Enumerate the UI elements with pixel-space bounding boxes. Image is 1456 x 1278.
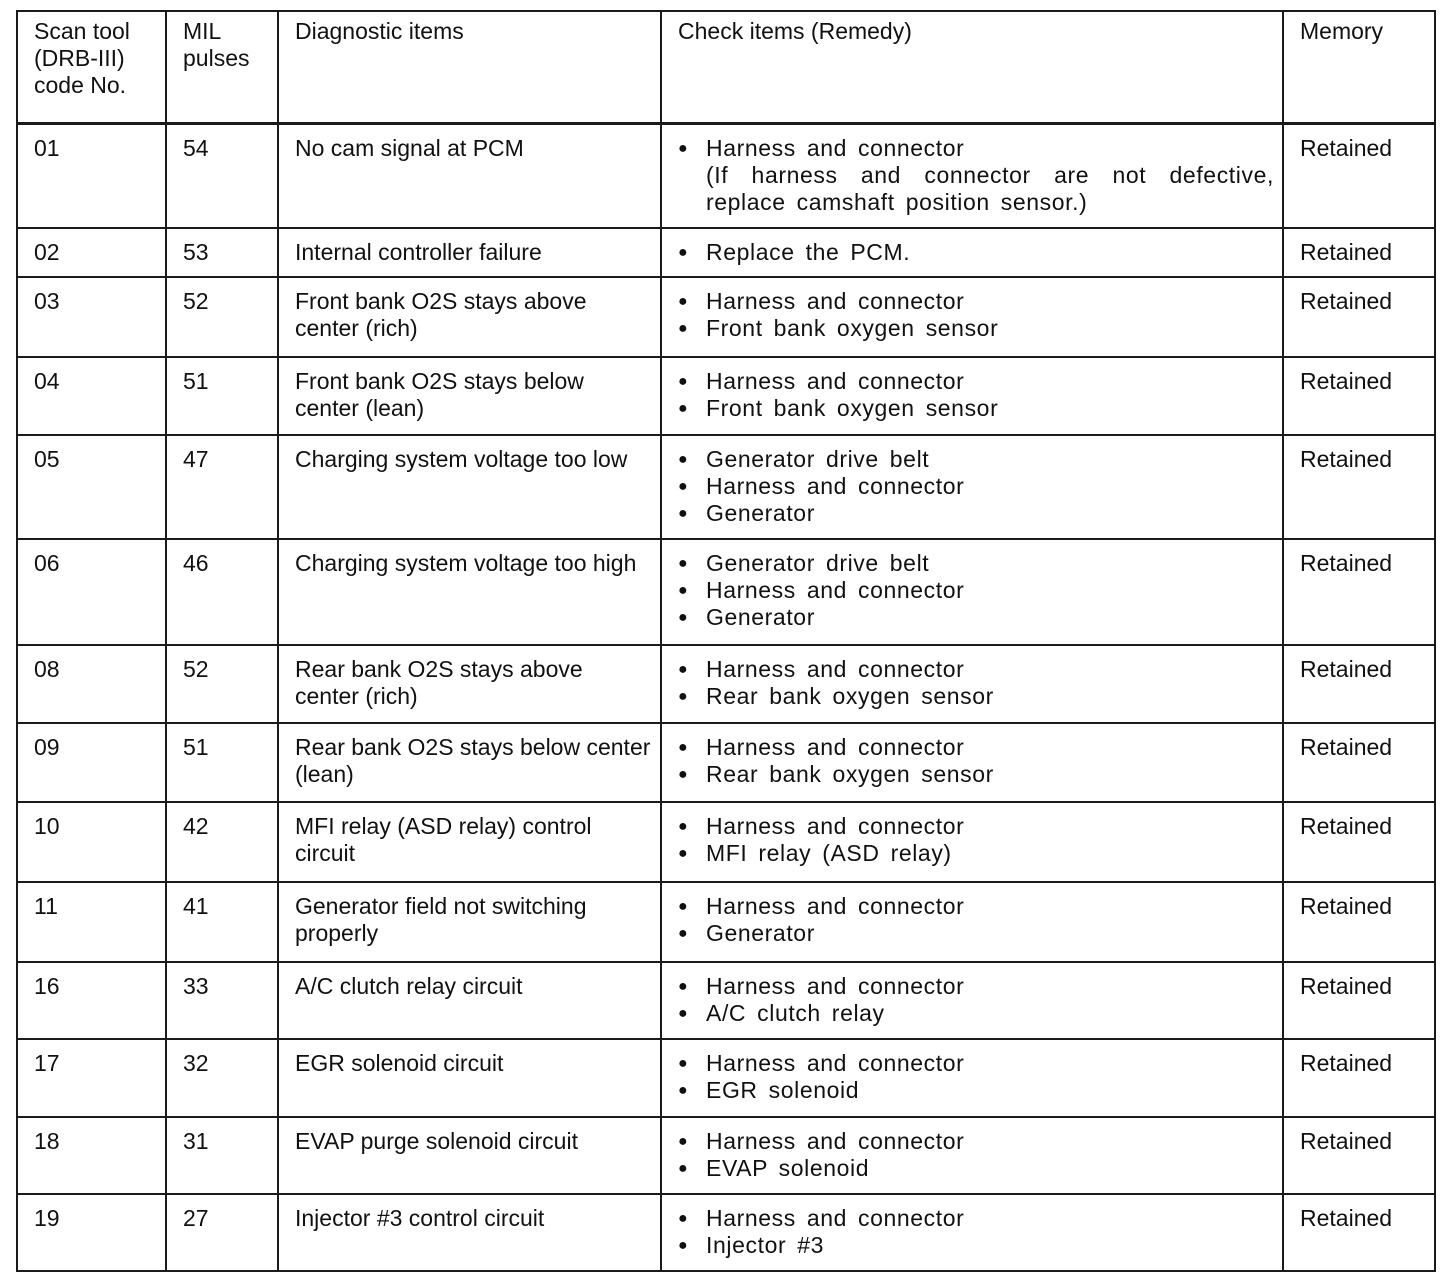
- cell-memory: Retained: [1283, 962, 1435, 1039]
- bullet-icon: ●: [678, 505, 689, 522]
- check-item: [678, 315, 1274, 342]
- table-row: [17, 124, 1435, 229]
- cell-memory: Retained: [1283, 357, 1435, 435]
- cell-diagnostic: Generator field not switching properly: [278, 882, 661, 962]
- cell-pulses: 51: [166, 357, 278, 435]
- cell-diagnostic: Rear bank O2S stays below center (lean): [278, 723, 661, 802]
- bullet-icon: ●: [678, 766, 689, 783]
- check-item-text: Harness and connector: [706, 473, 965, 499]
- table-row: [17, 435, 1435, 539]
- bullet-icon: ●: [678, 1055, 689, 1072]
- bullet-icon: ●: [678, 244, 689, 261]
- cell-check-items: [661, 962, 1283, 1039]
- check-item: [678, 1000, 1274, 1027]
- cell-code: 06: [17, 539, 166, 645]
- check-item-list: [678, 368, 1274, 422]
- check-item-text: Rear bank oxygen sensor: [706, 761, 994, 787]
- cell-code: 19: [17, 1194, 166, 1271]
- check-item-text: Front bank oxygen sensor: [706, 395, 999, 421]
- check-item: [678, 577, 1274, 604]
- check-item: [678, 288, 1274, 315]
- check-item-text: Harness and connector: [706, 577, 965, 603]
- cell-pulses: 54: [166, 124, 278, 229]
- bullet-icon: ●: [678, 1082, 689, 1099]
- table-row: [17, 1039, 1435, 1117]
- bullet-icon: ●: [678, 478, 689, 495]
- check-item-text: Harness and connector: [706, 288, 965, 314]
- check-item-text: Harness and connector: [706, 973, 965, 999]
- check-item-list: [678, 1050, 1274, 1104]
- check-item: [678, 656, 1274, 683]
- check-item: [678, 1232, 1274, 1259]
- table-header: [17, 11, 1435, 124]
- bullet-icon: ●: [678, 1133, 689, 1150]
- check-item: [678, 604, 1274, 631]
- cell-memory: Retained: [1283, 802, 1435, 882]
- cell-diagnostic: A/C clutch relay circuit: [278, 962, 661, 1039]
- cell-memory: Retained: [1283, 1039, 1435, 1117]
- cell-code: 18: [17, 1117, 166, 1194]
- check-item-text: Front bank oxygen sensor: [706, 315, 999, 341]
- table-row: [17, 1194, 1435, 1271]
- bullet-icon: ●: [678, 451, 689, 468]
- check-item-text: EGR solenoid: [706, 1077, 860, 1103]
- header-check: Check items (Remedy): [661, 11, 1283, 124]
- check-item-text: Harness and connector: [706, 1205, 965, 1231]
- check-item-list: [678, 288, 1274, 342]
- table-body: [17, 124, 1435, 1272]
- cell-diagnostic: Rear bank O2S stays above center (rich): [278, 645, 661, 723]
- bullet-icon: ●: [678, 1005, 689, 1022]
- check-item-text: Harness and connector: [706, 1050, 965, 1076]
- bullet-icon: ●: [678, 898, 689, 915]
- bullet-icon: ●: [678, 845, 689, 862]
- bullet-icon: ●: [678, 1210, 689, 1227]
- check-item-text: Injector #3: [706, 1232, 824, 1258]
- check-item: [678, 920, 1274, 947]
- cell-diagnostic: Charging system voltage too high: [278, 539, 661, 645]
- cell-memory: Retained: [1283, 539, 1435, 645]
- check-item: [678, 550, 1274, 577]
- cell-diagnostic: EGR solenoid circuit: [278, 1039, 661, 1117]
- bullet-icon: ●: [678, 978, 689, 995]
- cell-check-items: [661, 435, 1283, 539]
- table-row: [17, 882, 1435, 962]
- cell-code: 04: [17, 357, 166, 435]
- cell-diagnostic: Charging system voltage too low: [278, 435, 661, 539]
- check-item-list: [678, 550, 1274, 631]
- cell-check-items: [661, 882, 1283, 962]
- bullet-icon: ●: [678, 555, 689, 572]
- check-item: [678, 1205, 1274, 1232]
- cell-pulses: 33: [166, 962, 278, 1039]
- cell-check-items: [661, 1194, 1283, 1271]
- check-item: [678, 1050, 1274, 1077]
- check-item-list: [678, 734, 1274, 788]
- check-item: [678, 734, 1274, 761]
- cell-pulses: 27: [166, 1194, 278, 1271]
- check-item: [678, 395, 1274, 422]
- cell-diagnostic: MFI relay (ASD relay) control circuit: [278, 802, 661, 882]
- check-item-text: Generator: [706, 500, 815, 526]
- cell-pulses: 52: [166, 277, 278, 357]
- cell-check-items: [661, 1039, 1283, 1117]
- check-item: [678, 135, 1274, 162]
- cell-code: 01: [17, 124, 166, 229]
- check-item-text: Replace the PCM.: [706, 239, 911, 265]
- check-item-text: Harness and connector: [706, 368, 965, 394]
- table-row: [17, 1117, 1435, 1194]
- check-item: [678, 368, 1274, 395]
- cell-pulses: 42: [166, 802, 278, 882]
- check-item-text: Rear bank oxygen sensor: [706, 683, 994, 709]
- check-item-text: Harness and connector: [706, 813, 965, 839]
- check-item: [678, 500, 1274, 527]
- cell-pulses: 46: [166, 539, 278, 645]
- check-item-text: Harness and connector: [706, 1128, 965, 1154]
- check-item: [678, 1077, 1274, 1104]
- cell-code: 10: [17, 802, 166, 882]
- check-item-text: Harness and connector: [706, 656, 965, 682]
- cell-diagnostic: Front bank O2S stays above center (rich): [278, 277, 661, 357]
- cell-pulses: 51: [166, 723, 278, 802]
- table-row: [17, 539, 1435, 645]
- cell-pulses: 47: [166, 435, 278, 539]
- cell-code: 05: [17, 435, 166, 539]
- cell-diagnostic: EVAP purge solenoid circuit: [278, 1117, 661, 1194]
- header-diagnostic: Diagnostic items: [278, 11, 661, 124]
- cell-diagnostic: Internal controller failure: [278, 228, 661, 277]
- cell-memory: Retained: [1283, 277, 1435, 357]
- bullet-icon: ●: [678, 925, 689, 942]
- cell-memory: Retained: [1283, 124, 1435, 229]
- check-item: [678, 683, 1274, 710]
- cell-check-items: [661, 1117, 1283, 1194]
- cell-code: 08: [17, 645, 166, 723]
- cell-pulses: 52: [166, 645, 278, 723]
- bullet-icon: ●: [678, 400, 689, 417]
- check-item: [678, 893, 1274, 920]
- cell-code: 09: [17, 723, 166, 802]
- check-item-list: [678, 893, 1274, 947]
- bullet-icon: ●: [678, 688, 689, 705]
- bullet-icon: ●: [678, 818, 689, 835]
- check-item-list: [678, 239, 1274, 266]
- header-row: [17, 11, 1435, 124]
- check-item-list: [678, 973, 1274, 1027]
- check-item: [678, 446, 1274, 473]
- check-item-text: MFI relay (ASD relay): [706, 840, 952, 866]
- check-item: [678, 973, 1274, 1000]
- cell-pulses: 32: [166, 1039, 278, 1117]
- bullet-icon: ●: [678, 739, 689, 756]
- diagnostic-trouble-code-sheet: [16, 10, 1434, 1272]
- cell-memory: Retained: [1283, 435, 1435, 539]
- check-item-text: Generator: [706, 604, 815, 630]
- check-item-text: Harness and connector: [706, 893, 965, 919]
- diagnostic-code-table: [16, 10, 1436, 1272]
- cell-diagnostic: Front bank O2S stays below center (lean): [278, 357, 661, 435]
- cell-pulses: 41: [166, 882, 278, 962]
- cell-check-items: [661, 539, 1283, 645]
- cell-memory: Retained: [1283, 645, 1435, 723]
- check-item-text: Generator drive belt: [706, 446, 930, 472]
- check-item-list: [678, 446, 1274, 527]
- cell-memory: Retained: [1283, 228, 1435, 277]
- check-item-text: Harness and connector: [706, 734, 965, 760]
- cell-memory: Retained: [1283, 723, 1435, 802]
- table-row: [17, 228, 1435, 277]
- check-item: [678, 840, 1274, 867]
- table-row: [17, 802, 1435, 882]
- check-item: [678, 761, 1274, 788]
- cell-code: 11: [17, 882, 166, 962]
- check-item-text: Generator drive belt: [706, 550, 930, 576]
- cell-check-items: [661, 357, 1283, 435]
- header-code: Scan tool (DRB-III) code No.: [17, 11, 166, 124]
- table-row: [17, 645, 1435, 723]
- cell-pulses: 31: [166, 1117, 278, 1194]
- cell-code: 16: [17, 962, 166, 1039]
- cell-code: 02: [17, 228, 166, 277]
- cell-check-items: [661, 277, 1283, 357]
- cell-memory: Retained: [1283, 882, 1435, 962]
- check-item: [678, 473, 1274, 500]
- cell-check-items: [661, 124, 1283, 229]
- bullet-icon: ●: [678, 1237, 689, 1254]
- cell-check-items: [661, 723, 1283, 802]
- check-item-list: [678, 656, 1274, 710]
- check-item-text: Generator: [706, 920, 815, 946]
- bullet-icon: ●: [678, 609, 689, 626]
- check-item-text: Harness and connector: [706, 135, 965, 161]
- cell-check-items: [661, 802, 1283, 882]
- check-item-list: [678, 1128, 1274, 1182]
- cell-code: 03: [17, 277, 166, 357]
- cell-code: 17: [17, 1039, 166, 1117]
- table-row: [17, 357, 1435, 435]
- check-item-text: EVAP solenoid: [706, 1155, 870, 1181]
- cell-memory: Retained: [1283, 1117, 1435, 1194]
- bullet-icon: ●: [678, 1160, 689, 1177]
- bullet-icon: ●: [678, 582, 689, 599]
- bullet-icon: ●: [678, 293, 689, 310]
- check-item: [678, 813, 1274, 840]
- header-memory: Memory: [1283, 11, 1435, 124]
- table-row: [17, 723, 1435, 802]
- cell-diagnostic: Injector #3 control circuit: [278, 1194, 661, 1271]
- check-item-text: A/C clutch relay: [706, 1000, 885, 1026]
- check-item-list: [678, 1205, 1274, 1259]
- remedy-note: (If harness and connector are not defective, replace camshaft position sensor.): [706, 162, 1274, 215]
- header-pulses: MIL pulses: [166, 11, 278, 124]
- table-row: [17, 962, 1435, 1039]
- check-item-list: [678, 813, 1274, 867]
- check-item-list: [678, 135, 1274, 162]
- bullet-icon: ●: [678, 661, 689, 678]
- cell-diagnostic: No cam signal at PCM: [278, 124, 661, 229]
- cell-check-items: [661, 228, 1283, 277]
- bullet-icon: ●: [678, 140, 689, 157]
- bullet-icon: ●: [678, 373, 689, 390]
- bullet-icon: ●: [678, 320, 689, 337]
- check-item: [678, 239, 1274, 266]
- cell-pulses: 53: [166, 228, 278, 277]
- cell-check-items: [661, 645, 1283, 723]
- check-item: [678, 1128, 1274, 1155]
- table-row: [17, 277, 1435, 357]
- check-item: [678, 1155, 1274, 1182]
- cell-memory: Retained: [1283, 1194, 1435, 1271]
